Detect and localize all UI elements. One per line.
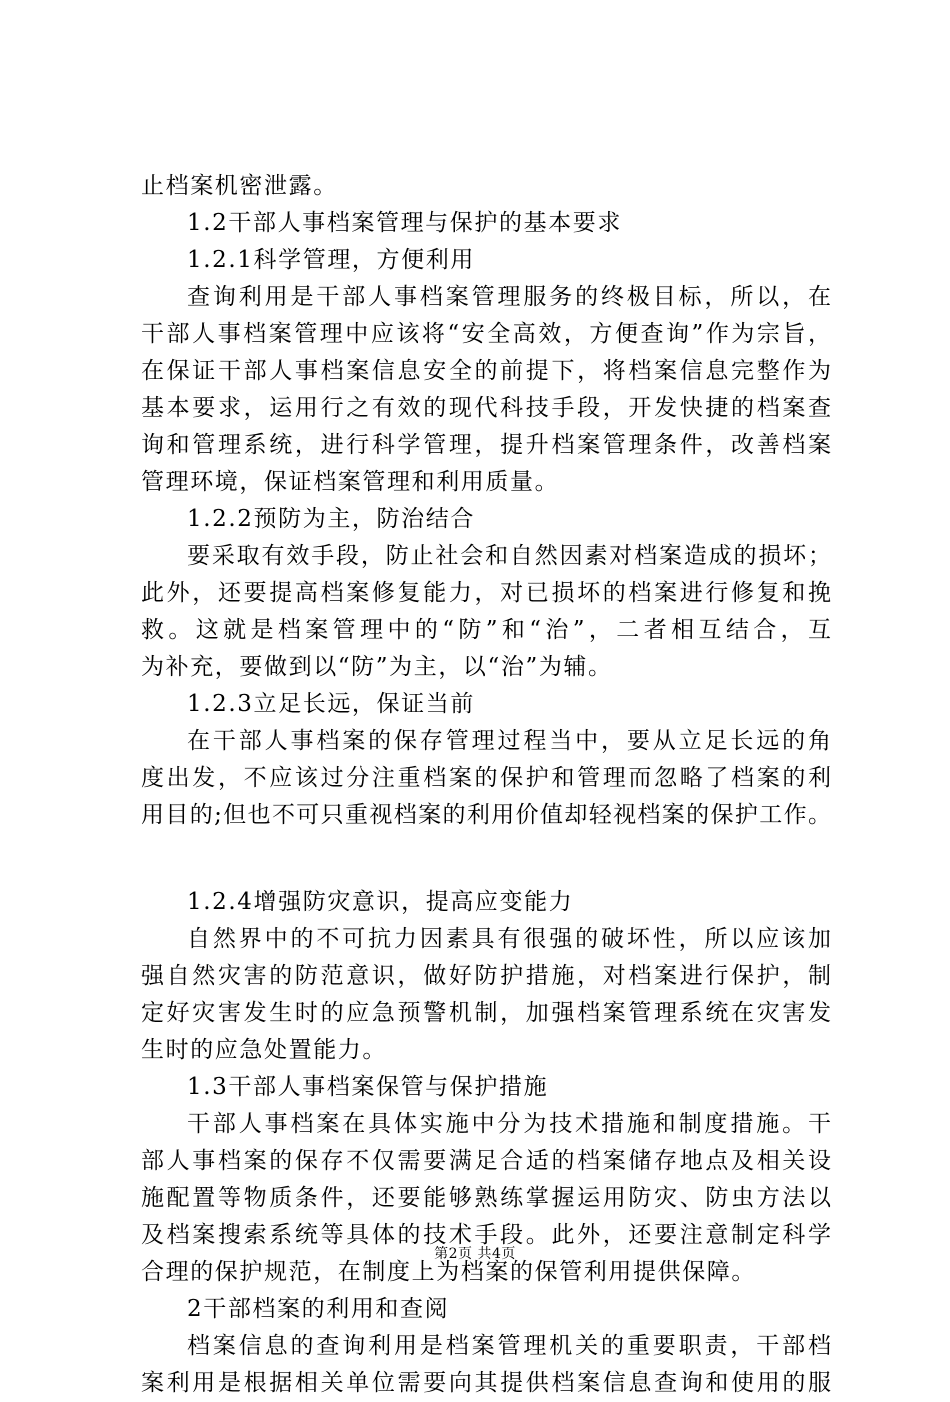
paragraph-line: 强自然灾害的防范意识，做好防护措施，对档案进行保护，制: [141, 963, 831, 989]
subsection-heading: 1.2.2预防为主，防治结合: [187, 506, 475, 532]
subsection-heading: 1.2.3立足长远，保证当前: [187, 691, 475, 717]
paragraph-line: 基本要求，运用行之有效的现代科技手段，开发快捷的档案查: [141, 395, 831, 421]
paragraph-line: 用目的;但也不可只重视档案的利用价值却轻视档案的保护工作。: [141, 802, 831, 828]
page-number-footer: 第2页 共4页: [434, 1246, 516, 1262]
paragraph-line: 此外，还要提高档案修复能力，对已损坏的档案进行修复和挽: [141, 580, 831, 606]
section-heading: 1.3干部人事档案保管与保护措施: [187, 1074, 549, 1100]
subsection-heading: 1.2.4增强防灾意识，提高应变能力: [187, 889, 574, 915]
paragraph-line: 询和管理系统，进行科学管理，提升档案管理条件，改善档案: [141, 432, 831, 458]
paragraph-line: 度出发，不应该过分注重档案的保护和管理而忽略了档案的利: [141, 765, 831, 791]
paragraph-line: 管理环境，保证档案管理和利用质量。: [141, 469, 560, 495]
paragraph-line: 及档案搜索系统等具体的技术手段。此外，还要注意制定科学: [141, 1222, 831, 1248]
paragraph-line: 自然界中的不可抗力因素具有很强的破坏性，所以应该加: [187, 926, 831, 952]
document-body: [141, 168, 831, 1402]
paragraph-gap: [141, 834, 831, 884]
paragraph-line: 施配置等物质条件，还要能够熟练掌握运用防灾、防虫方法以: [141, 1185, 831, 1211]
paragraph-line: 档案信息的查询利用是档案管理机关的重要职责，干部档: [187, 1333, 831, 1359]
paragraph-line: 要采取有效手段，防止社会和自然因素对档案造成的损坏；: [187, 543, 831, 569]
paragraph-line: 定好灾害发生时的应急预警机制，加强档案管理系统在灾害发: [141, 1000, 831, 1026]
paragraph-line: 生时的应急处置能力。: [141, 1037, 387, 1063]
paragraph-line: 止档案机密泄露。: [141, 173, 338, 199]
paragraph-line: 干部人事档案在具体实施中分为技术措施和制度措施。干: [187, 1111, 831, 1137]
paragraph-line: 在干部人事档案的保存管理过程当中，要从立足长远的角: [187, 728, 831, 754]
section-heading: 2干部档案的利用和查阅: [187, 1296, 450, 1322]
paragraph-line: 为补充，要做到以“防”为主，以“治”为辅。: [141, 654, 613, 680]
paragraph-line: 查询利用是干部人事档案管理服务的终极目标，所以，在: [187, 284, 831, 310]
section-heading: 1.2干部人事档案管理与保护的基本要求: [187, 210, 622, 236]
paragraph-line: 部人事档案的保存不仅需要满足合适的档案储存地点及相关设: [141, 1148, 831, 1174]
paragraph-line: 案利用是根据相关单位需要向其提供档案信息查询和使用的服: [141, 1370, 831, 1396]
paragraph-line: 合理的保护规范，在制度上为档案的保管利用提供保障。: [141, 1259, 756, 1285]
paragraph-line: 在保证干部人事档案信息安全的前提下，将档案信息完整作为: [141, 358, 831, 384]
subsection-heading: 1.2.1科学管理，方便利用: [187, 247, 475, 273]
paragraph-line: 干部人事档案管理中应该将“安全高效，方便查询”作为宗旨，: [141, 321, 831, 347]
paragraph-line: 救。这就是档案管理中的“防”和“治”，二者相互结合，互: [141, 617, 831, 643]
